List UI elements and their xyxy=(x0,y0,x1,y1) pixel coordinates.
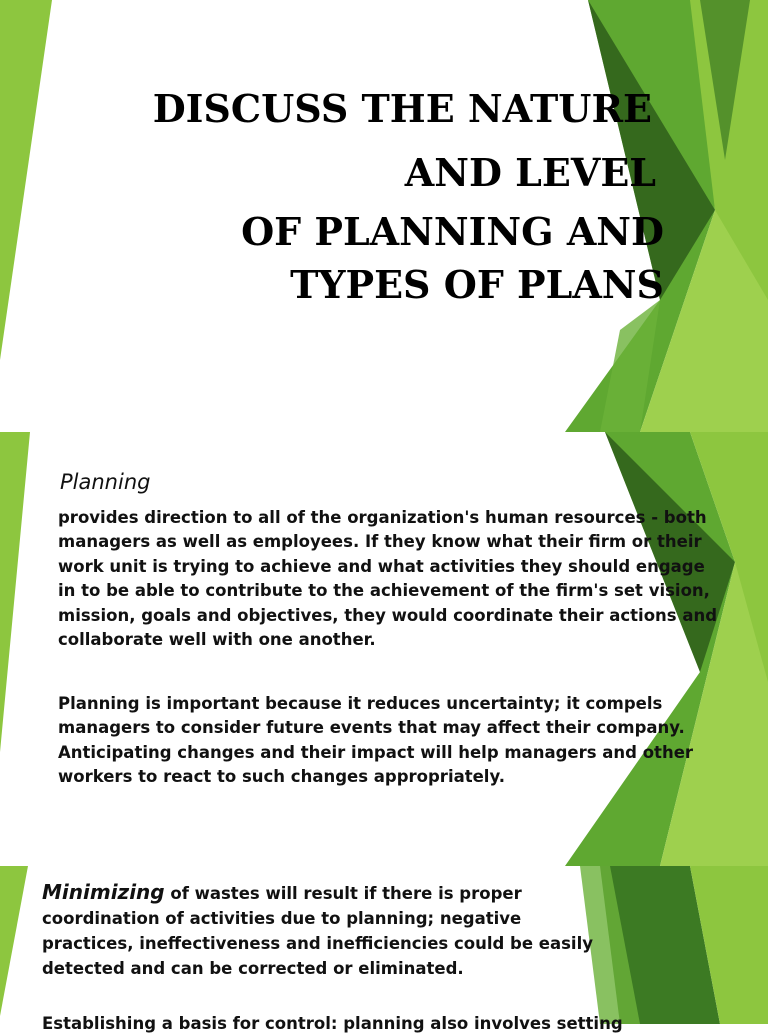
title-line-3: OF PLANNING AND xyxy=(241,209,664,254)
minimizing-lead-word: Minimizing xyxy=(42,880,165,904)
minimizing-text: of wastes will result if there is proper coordination of activities due to planning; negative practices, ineffectiveness and inefficiencies could be easily detected and can be corrected or eliminated. xyxy=(42,884,593,978)
title-line-1: DISCUSS THE NATURE xyxy=(152,86,652,131)
left-sliver xyxy=(0,866,28,1016)
title-slide xyxy=(0,0,768,432)
planning-heading: Planning xyxy=(60,470,151,494)
cut-off-line: Establishing a basis for control: planning also involves setting xyxy=(42,1014,623,1033)
left-sliver xyxy=(0,0,52,360)
planning-paragraph-1: provides direction to all of the organization's human resources - both managers as well as employees. If they know what their firm or their work unit is trying to achieve and what activities they should engage in to be able to contribute to the achievement of the firm's set vision, mission, goals and objectives, they would coordinate their actions and collaborate well with one another. xyxy=(58,508,718,650)
minimizing-paragraph xyxy=(42,880,602,981)
title-line-4: TYPES OF PLANS xyxy=(290,262,664,307)
left-sliver xyxy=(0,432,30,752)
title-line-2: AND LEVEL xyxy=(404,150,656,195)
planning-paragraph-2: Planning is important because it reduces uncertainty; it compels managers to consider future events that may affect their company. Anticipating changes and their impact will help managers and other workers to react to such changes appropriately. xyxy=(58,694,694,787)
